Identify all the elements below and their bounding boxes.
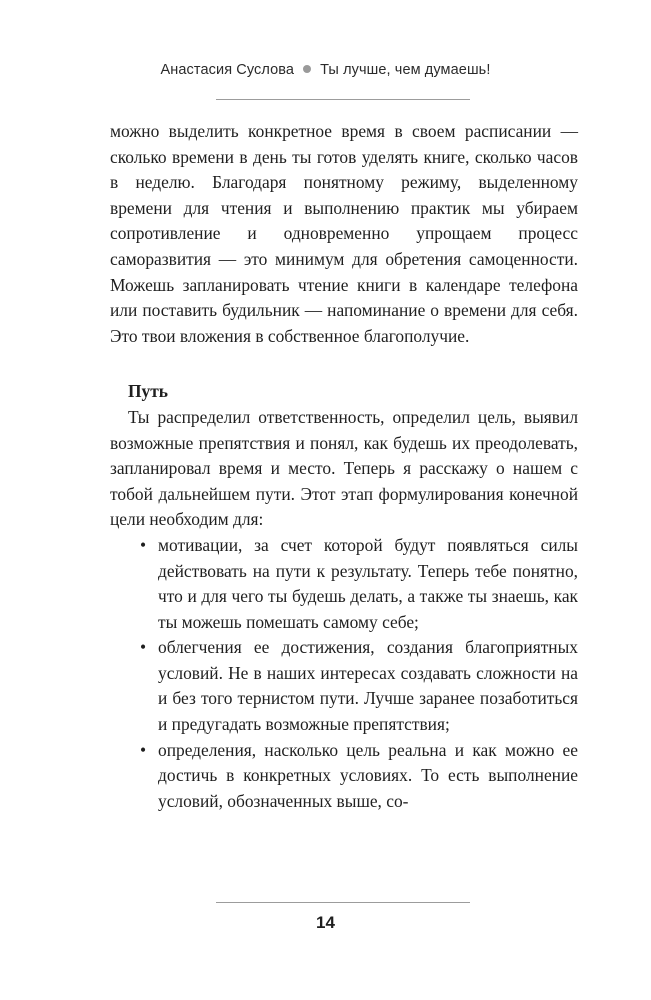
section-heading: Путь — [128, 381, 168, 402]
header-divider — [216, 99, 470, 100]
book-title: Ты лучше, чем думаешь! — [320, 62, 491, 78]
bullet-icon: • — [140, 534, 147, 555]
list-item — [110, 635, 578, 737]
page-number: 14 — [316, 913, 335, 932]
list-item — [110, 533, 578, 635]
list-item — [110, 738, 578, 815]
bullet-list — [110, 533, 578, 815]
separator-dot-icon — [303, 65, 311, 73]
list-item-text: определения, насколько цель реальна и как можно ее достичь в конкретных условиях. То есть выполнение условий, обозначенных выше, со- — [158, 739, 578, 811]
running-header — [0, 62, 651, 78]
intro-paragraph: можно выделить конкретное время в своем расписании — сколько времени в день ты готов уделять книге, сколько часов в неделю. Благодаря понятному режиму, выделенному времени для чтения и выполнению практик мы убираем сопротивление и одновременно упрощаем процесс саморазвития — это минимум для обретения самоценности. Можешь запланировать чтение книги в календаре телефона или поставить будильник — напоминание о времени для себя. Это твои вложения в собственное благополучие. — [110, 121, 578, 346]
list-item-text: мотивации, за счет которой будут появляться силы действовать на пути к результату. Теперь тебе понятно, что и для чего ты будешь делать, а также ты знаешь, как ты можешь помешать самому себе; — [158, 534, 578, 632]
bullet-icon: • — [140, 637, 147, 658]
list-item-text: облегчения ее достижения, создания благоприятных условий. Не в наших интересах создавать сложности на и без того тернистом пути. Лучше заранее позаботиться и предугадать возможные препятствия; — [158, 637, 578, 735]
section-paragraph: Ты распределил ответственность, определил цель, выявил возможные препятствия и понял, как будешь их преодолевать, запланировал время и место. Теперь я расскажу о нашем с тобой дальнейшем пути. Этот этап формулирования конечной цели необходим для: — [110, 406, 578, 530]
bullet-icon: • — [140, 739, 147, 760]
footer-divider — [216, 902, 470, 903]
page-body — [110, 119, 578, 814]
author-name: Анастасия Суслова — [160, 62, 295, 78]
